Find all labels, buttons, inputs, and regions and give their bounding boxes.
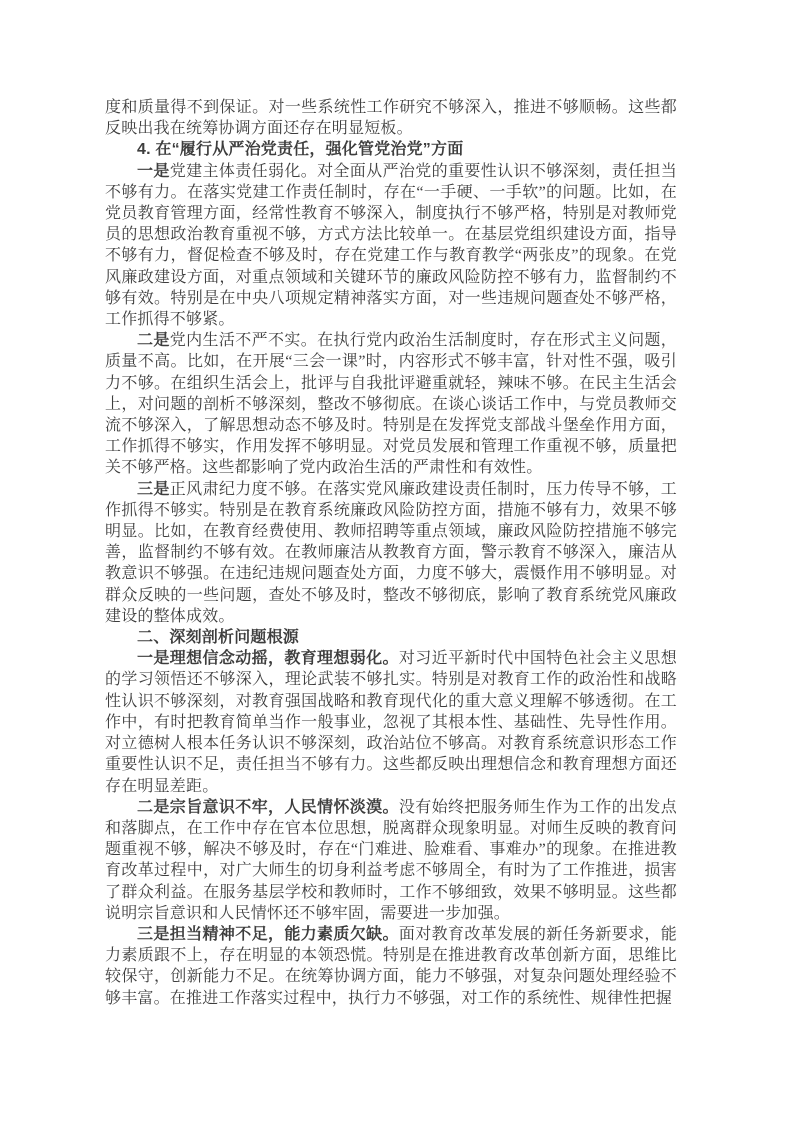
paragraph-root-cause-2 [105, 797, 677, 924]
paragraph-text: 党建主体责任弱化。对全面从严治党的重要性认识不够深刻，责任担当不够有力。在落实党建工作责任制时，存在“一手硬、一手软”的问题。比如，在党员教育管理方面，经常性教育不够深入，制度执行不够严格，特别是对教师党员的思想政治教育重视不够，方式方法比较单一。在基层党组织建设方面，指导不够有力，督促检查不够及时，存在党建工作与教育教学“两张皮”的现象。在党风廉政建设方面，对重点领域和关键环节的廉政风险防控不够有力，监督制约不够有效。特别是在中央八项规定精神落实方面，对一些违规问题查处不够严格，工作抓得不够紧。 [105, 162, 678, 329]
document-body [105, 97, 677, 1009]
paragraph-root-cause-1 [105, 648, 677, 796]
paragraph-text: 面对教育改革发展的新任务新要求，能力素质跟不上，存在明显的本领恐慌。特别是在推进教育改革创新方面，思维比较保守，创新能力不足。在统筹协调方面，能力不够强，对复杂问题处理经验不够丰富。在推进工作落实过程中，执行力不够强，对工作的系统性、规律性把握 [105, 925, 678, 1007]
paragraph-lead: 三是 [137, 480, 170, 498]
paragraph-lead: 一是理想信念动摇，教育理想弱化。 [137, 650, 399, 668]
paragraph-text: 没有始终把服务师生作为工作的出发点和落脚点，在工作中存在官本位思想，脱离群众现象明显。对师生反映的教育问题重视不够，解决不够及时，存在“门难进、脸难看、事难办”的现象。在推进教育改革过程中，对广大师生的切身利益考虑不够周全，有时为了工作推进，损害了群众利益。在服务基层学校和教师时，工作不够细致，效果不够明显。这些都说明宗旨意识和人民情怀还不够牢固，需要进一步加强。 [105, 798, 678, 922]
paragraph-lead: 三是担当精神不足，能力素质欠缺。 [137, 925, 399, 943]
paragraph-text: 正风肃纪力度不够。在落实党风廉政建设责任制时，压力传导不够，工作抓得不够实。特别是在教育系统廉政风险防控方面，措施不够有力，效果不够明显。比如，在教育经费使用、教师招聘等重点领域，廉政风险防控措施不够完善，监督制约不够有效。在教师廉洁从教教育方面，警示教育不够深入，廉洁从教意识不够强。在违纪违规问题查处方面，力度不够大，震慑作用不够明显。对群众反映的一些问题，查处不够及时，整改不够彻底，影响了教育系统党风廉政建设的整体成效。 [105, 480, 678, 625]
paragraph-point-1 [105, 161, 677, 331]
heading-text: 二、深刻剖析问题根源 [137, 629, 300, 647]
heading-section-4 [105, 139, 677, 160]
paragraph-text: 对习近平新时代中国特色社会主义思想的学习领悟还不够深入，理论武装不够扎实。特别是对教育工作的政治性和战略性认识不够深刻，对教育强国战略和教育现代化的重大意义理解不够透彻。在工作中，有时把教育简单当作一般事业，忽视了其根本性、基础性、先导性作用。对立德树人根本任务认识不够深刻，政治站位不够高。对教育系统意识形态工作重要性认识不足，责任担当不够有力。这些都反映出理想信念和教育理想方面还存在明显差距。 [105, 650, 678, 795]
paragraph-point-2 [105, 330, 677, 478]
heading-section-2 [105, 627, 677, 648]
heading-text: 4. 在“履行从严治党责任，强化管党治党”方面 [137, 141, 464, 159]
paragraph-lead: 一是 [137, 162, 170, 180]
paragraph-lead: 二是宗旨意识不牢，人民情怀淡漠。 [137, 798, 399, 816]
paragraph-text: 党内生活不严不实。在执行党内政治生活制度时，存在形式主义问题，质量不高。比如，在开展“三会一课”时，内容形式不够丰富，针对性不强，吸引力不够。在组织生活会上，批评与自我批评避重就轻，辣味不够。在民主生活会上，对问题的剖析不够深刻，整改不够彻底。在谈心谈话工作中，与党员教师交流不够深入，了解思想动态不够及时。特别是在发挥党支部战斗堡垒作用方面，工作抓得不够实，作用发挥不够明显。对党员发展和管理工作重视不够，质量把关不够严格。这些都影响了党内政治生活的严肃性和有效性。 [105, 332, 678, 477]
paragraph-continuation [105, 97, 677, 139]
paragraph-lead: 二是 [137, 332, 170, 350]
paragraph-point-3 [105, 479, 677, 627]
paragraph-root-cause-3 [105, 924, 677, 1009]
paragraph-text: 度和质量得不到保证。对一些系统性工作研究不够深入，推进不够顺畅。这些都反映出我在统筹协调方面还存在明显短板。 [105, 99, 677, 138]
